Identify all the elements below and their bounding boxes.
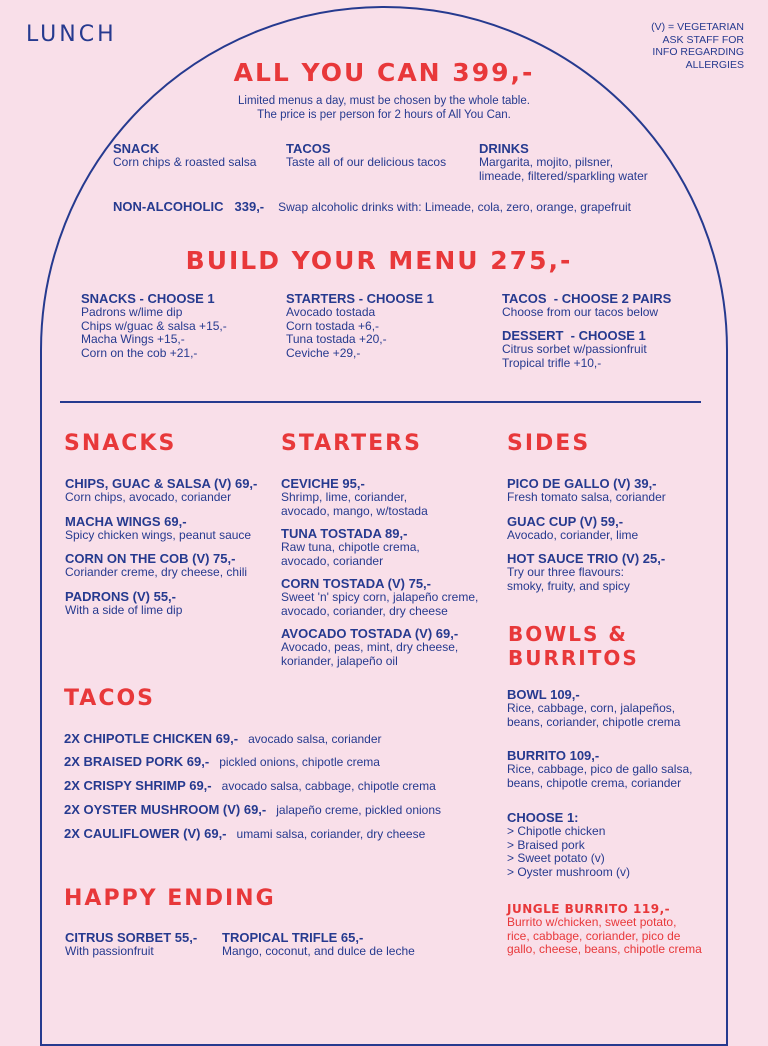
taco-item (64, 826, 425, 842)
ayc-snack (113, 141, 256, 170)
snacks-title: SNACKS (64, 431, 177, 456)
item-name: AVOCADO TOSTADA (V) 69,- (281, 626, 459, 641)
item-desc: beans, coriander, chipotle crema (507, 714, 681, 729)
item-name: CHIPS, GUAC & SALSA (V) 69,- (65, 476, 258, 491)
menu-item (65, 551, 257, 580)
menu-item (507, 551, 666, 593)
menu-item (507, 514, 666, 543)
snacks-list (65, 476, 257, 617)
item-name: DRINKS (479, 141, 529, 156)
item-desc: Spicy chicken wings, peanut sauce (65, 527, 252, 542)
choice-head: TACOS - CHOOSE 2 PAIRS (502, 291, 672, 306)
choice-item: Tuna tostada +20,- (286, 332, 387, 346)
intro-line: The price is per person for 2 hours of All You Can. (257, 108, 511, 121)
item-desc: Mango, coconut, and dulce de leche (222, 944, 415, 958)
item-desc: With passionfruit (65, 944, 154, 958)
filling-option: > Oyster mushroom (v) (507, 864, 631, 879)
item-name: CORN ON THE COB (V) 75,- (65, 551, 236, 566)
menu-item (281, 476, 478, 518)
build-menu-title: BUILD YOUR MENU 275,- (185, 246, 573, 275)
item-desc: gallo, cheese, beans, chipotle crema (507, 942, 702, 956)
item-desc: pickled onions, chipotle crema (219, 755, 380, 769)
sides-list (507, 476, 666, 593)
taco-item (64, 754, 380, 770)
item-desc: smoky, fruity, and spicy (507, 578, 630, 593)
item-name: BURRITO 109,- (507, 748, 600, 763)
title-line: BURRITOS (508, 646, 639, 670)
choice-item: Avocado tostada (286, 305, 376, 319)
choice-item: Chips w/guac & salsa +15,- (81, 318, 227, 333)
item-desc: Corn chips & roasted salsa (113, 155, 257, 169)
item-desc: umami salsa, coriander, dry cheese (236, 827, 426, 841)
section-divider (60, 401, 701, 403)
bowls-burritos-title (508, 622, 639, 670)
jungle-burrito-item (507, 902, 702, 957)
tacos-title: TACOS (64, 686, 156, 711)
item-name: HOT SAUCE TRIO (V) 25,- (507, 551, 666, 566)
all-you-can-title: ALL YOU CAN 399,- (233, 58, 535, 87)
menu-item (65, 589, 257, 618)
item-name: 2X CHIPOTLE CHICKEN 69,- (64, 731, 239, 746)
item-desc: avocado, coriander, dry cheese (281, 603, 448, 618)
item-name: CEVICHE 95,- (281, 476, 365, 491)
choice-head: DESSERT - CHOOSE 1 (502, 328, 646, 343)
item-name: NON-ALCOHOLIC (113, 199, 224, 214)
item-name: JUNGLE BURRITO 119,- (507, 902, 671, 916)
item-desc: avocado, mango, w/tostada (281, 503, 428, 518)
menu-item (507, 476, 666, 505)
item-desc: avocado salsa, cabbage, chipotle crema (221, 779, 436, 793)
item-desc: Margarita, mojito, pilsner, (479, 155, 614, 169)
choice-item: Ceviche +29,- (286, 345, 361, 360)
item-desc: Avocado, peas, mint, dry cheese, (281, 640, 459, 654)
item-name: CHOOSE 1: (507, 810, 579, 825)
burrito-item (507, 748, 692, 790)
ayc-tacos (286, 141, 446, 170)
starters-list (281, 476, 478, 668)
citrus-sorbet-item (65, 930, 197, 959)
choice-item: Citrus sorbet w/passionfruit (502, 342, 647, 356)
sides-title: SIDES (507, 431, 591, 456)
tropical-trifle-item (222, 930, 415, 959)
taco-item (64, 731, 382, 747)
menu-item (65, 514, 257, 543)
build-snacks (81, 291, 227, 360)
item-name: TROPICAL TRIFLE 65,- (222, 930, 364, 945)
item-name: PICO DE GALLO (V) 39,- (507, 476, 657, 491)
item-desc: With a side of lime dip (65, 602, 183, 617)
choice-item: Tropical trifle +10,- (502, 355, 602, 370)
logo: LUNCH (26, 22, 117, 47)
choice-item: Choose from our tacos below (502, 305, 659, 319)
item-desc: koriander, jalapeño oil (281, 653, 398, 668)
note-line: ALLERGIES (685, 58, 744, 71)
choice-head: SNACKS - CHOOSE 1 (81, 291, 215, 306)
menu-item (65, 476, 257, 505)
item-desc: Burrito w/chicken, sweet potato, (507, 915, 677, 929)
menu-item (281, 576, 478, 618)
choice-item: Padrons w/lime dip (81, 305, 183, 319)
item-desc: Fresh tomato salsa, coriander (507, 490, 666, 504)
note-line: INFO REGARDING (652, 46, 744, 58)
build-tacos (502, 291, 671, 320)
item-name: CITRUS SORBET 55,- (65, 930, 198, 945)
item-desc: Rice, cabbage, pico de gallo salsa, (507, 762, 693, 776)
choice-item: Corn on the cob +21,- (81, 345, 198, 360)
item-desc: Taste all of our delicious tacos (286, 155, 447, 169)
item-desc: Coriander creme, dry cheese, chili (65, 565, 248, 579)
item-price: 339,- (234, 199, 265, 214)
happy-ending-title: HAPPY ENDING (64, 886, 276, 911)
item-name: TACOS (286, 141, 331, 156)
item-name: TUNA TOSTADA 89,- (281, 526, 408, 541)
filling-option: > Sweet potato (v) (507, 851, 605, 865)
item-desc: avocado, coriander (281, 553, 384, 568)
item-name: 2X CAULIFLOWER (V) 69,- (64, 826, 227, 841)
choice-item: Corn tostada +6,- (286, 318, 380, 333)
item-desc: Corn chips, avocado, coriander (65, 490, 232, 504)
item-desc: Try our three flavours: (507, 565, 624, 579)
choose-filling (507, 810, 630, 879)
item-desc: limeade, filtered/sparkling water (479, 168, 648, 183)
item-desc: Swap alcoholic drinks with: Limeade, cola, zero, orange, grapefruit (278, 200, 631, 214)
item-desc: beans, chipotle crema, coriander (507, 775, 682, 790)
note-line: ASK STAFF FOR (662, 33, 744, 46)
item-name: SNACK (113, 141, 160, 156)
menu-item (281, 526, 478, 568)
starters-title: STARTERS (281, 431, 422, 456)
item-desc: jalapeño creme, pickled onions (276, 803, 442, 817)
item-desc: rice, cabbage, coriander, pico de (507, 928, 681, 943)
bowl-item (507, 687, 680, 729)
choice-item: Macha Wings +15,- (81, 332, 185, 346)
item-desc: avocado salsa, coriander (248, 732, 382, 746)
item-desc: Raw tuna, chipotle crema, (281, 540, 420, 554)
item-name: PADRONS (V) 55,- (65, 588, 176, 604)
filling-option: > Braised pork (507, 837, 585, 852)
item-name: MACHA WINGS 69,- (65, 513, 187, 529)
item-desc: Shrimp, lime, coriander, (281, 490, 408, 504)
item-desc: Rice, cabbage, corn, jalapeños, (507, 701, 676, 715)
build-starters (286, 291, 434, 360)
intro-line: Limited menus a day, must be chosen by the whole table. (238, 95, 530, 107)
ayc-drinks (479, 141, 648, 183)
item-name: CORN TOSTADA (V) 75,- (281, 576, 431, 591)
menu-item (281, 626, 478, 668)
item-name: BOWL 109,- (507, 687, 580, 702)
item-name: 2X BRAISED PORK 69,- (64, 754, 210, 769)
item-desc: Sweet 'n' spicy corn, jalapeño creme, (281, 590, 479, 604)
item-name: 2X OYSTER MUSHROOM (V) 69,- (64, 802, 267, 817)
item-name: 2X CRISPY SHRIMP 69,- (64, 778, 212, 793)
taco-item (64, 802, 441, 818)
ayc-non-alcoholic (113, 199, 631, 215)
item-name: GUAC CUP (V) 59,- (507, 513, 624, 529)
choice-head: STARTERS - CHOOSE 1 (286, 291, 434, 306)
build-dessert (502, 328, 647, 370)
all-you-can-intro (0, 95, 768, 122)
item-desc: Avocado, coriander, lime (507, 527, 639, 542)
taco-item (64, 778, 436, 794)
note-line: (V) = VEGETARIAN (651, 21, 744, 33)
title-line: BOWLS & (508, 622, 628, 646)
filling-option: > Chipotle chicken (507, 824, 606, 838)
